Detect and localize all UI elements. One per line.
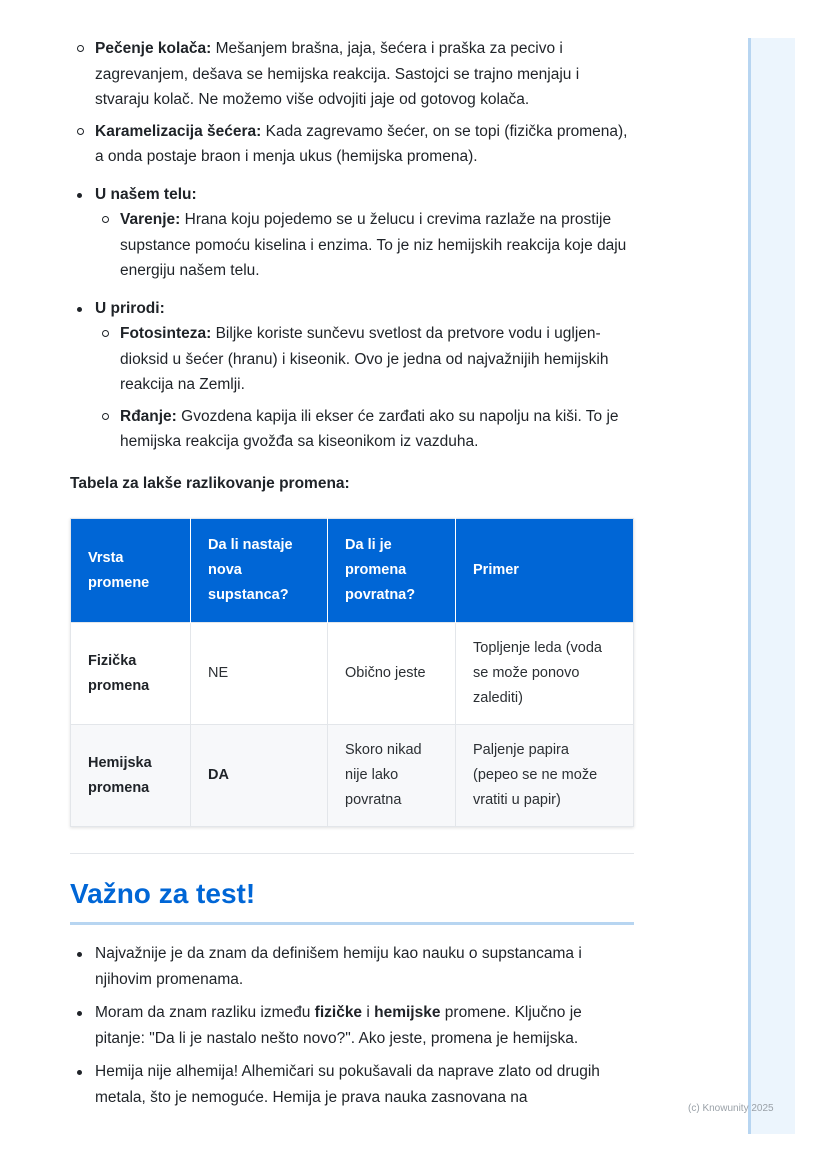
document-content: [70, 36, 636, 1118]
table-cell: Topljenje leda (voda se može ponovo zalediti): [456, 623, 634, 725]
table-header-cell: Da li je promena povratna?: [328, 519, 456, 623]
list-item: Rđanje: Gvozdena kapija ili ekser će zarđati ako su napolju na kiši. To je hemijska reakcija gvožđa sa kiseonikom iz vazduha.: [95, 404, 636, 455]
table-title: Tabela za lakše razlikovanje promena:: [70, 474, 350, 492]
list-item: Moram da znam razliku između fizičke i hemijske promene. Ključno je pitanje: "Da li je nastalo nešto novo?". Ako jeste, promena je hemijska.: [70, 1000, 636, 1051]
table-header-cell: Vrsta promene: [71, 519, 191, 623]
table-header-cell: Primer: [456, 519, 634, 623]
top-list: [70, 36, 636, 170]
test-heading: Važno za test!: [70, 874, 634, 925]
section-title-nature: U prirodi:: [95, 299, 165, 317]
list-item: Najvažnije je da znam da definišem hemiju kao nauku o supstancama i njihovim promenama.: [70, 941, 636, 992]
table-cell: Paljenje papira (pepeo se ne može vratiti u papir): [456, 725, 634, 827]
table-cell: Obično jeste: [328, 623, 456, 725]
table-row: [71, 623, 634, 725]
list-item-nature: [70, 296, 636, 455]
sub-list: [70, 36, 636, 170]
list-item: Hemija nije alhemija! Alhemičari su pokušavali da naprave zlato od drugih metala, što je nemoguće. Hemija je prava nauka zasnovana na: [70, 1059, 636, 1110]
table-header-cell: Da li nastaje nova supstanca?: [191, 519, 328, 623]
list-item: Karamelizacija šećera: Kada zagrevamo šećer, on se topi (fizička promena), a onda postaje braon i menja ukus (hemijska promena).: [70, 119, 636, 170]
list-item: [70, 36, 636, 170]
list-item: Fotosinteza: Biljke koriste sunčevu svetlost da pretvore vodu i ugljen-dioksid u šećer (hranu) i kiseonik. Ovo je jedna od najvažnijih hemijskih reakcija na Zemlji.: [95, 321, 636, 398]
comparison-table: [70, 518, 634, 827]
sub-list: [95, 207, 636, 284]
list-item-body: [70, 182, 636, 284]
section-title-body: U našem telu:: [95, 185, 197, 203]
table-cell: Hemijska promena: [71, 725, 191, 827]
list-item: Pečenje kolača: Mešanjem brašna, jaja, šećera i praška za pecivo i zagrevanjem, dešava se hemijska reakcija. Sastojci se trajno menjaju i stvaraju kolač. Ne možemo više odvojiti jaje od gotovog kolača.: [70, 36, 636, 113]
table-header-row: [71, 519, 634, 623]
watermark: (c) Knowunity 2025: [688, 1103, 774, 1114]
sub-list: [95, 321, 636, 455]
table-cell: NE: [191, 623, 328, 725]
table-cell: DA: [191, 725, 328, 827]
examples-list: [70, 182, 636, 455]
table-row: [71, 725, 634, 827]
test-list: [70, 941, 636, 1110]
section-divider: [70, 853, 634, 854]
right-sidebar-panel: [748, 38, 795, 1134]
list-item: Varenje: Hrana koju pojedemo se u želucu i crevima razlaže na prostije supstance pomoću kiselina i enzima. To je niz hemijskih reakcija koje daju energiju našem telu.: [95, 207, 636, 284]
table-cell: Skoro nikad nije lako povratna: [328, 725, 456, 827]
table-cell: Fizička promena: [71, 623, 191, 725]
